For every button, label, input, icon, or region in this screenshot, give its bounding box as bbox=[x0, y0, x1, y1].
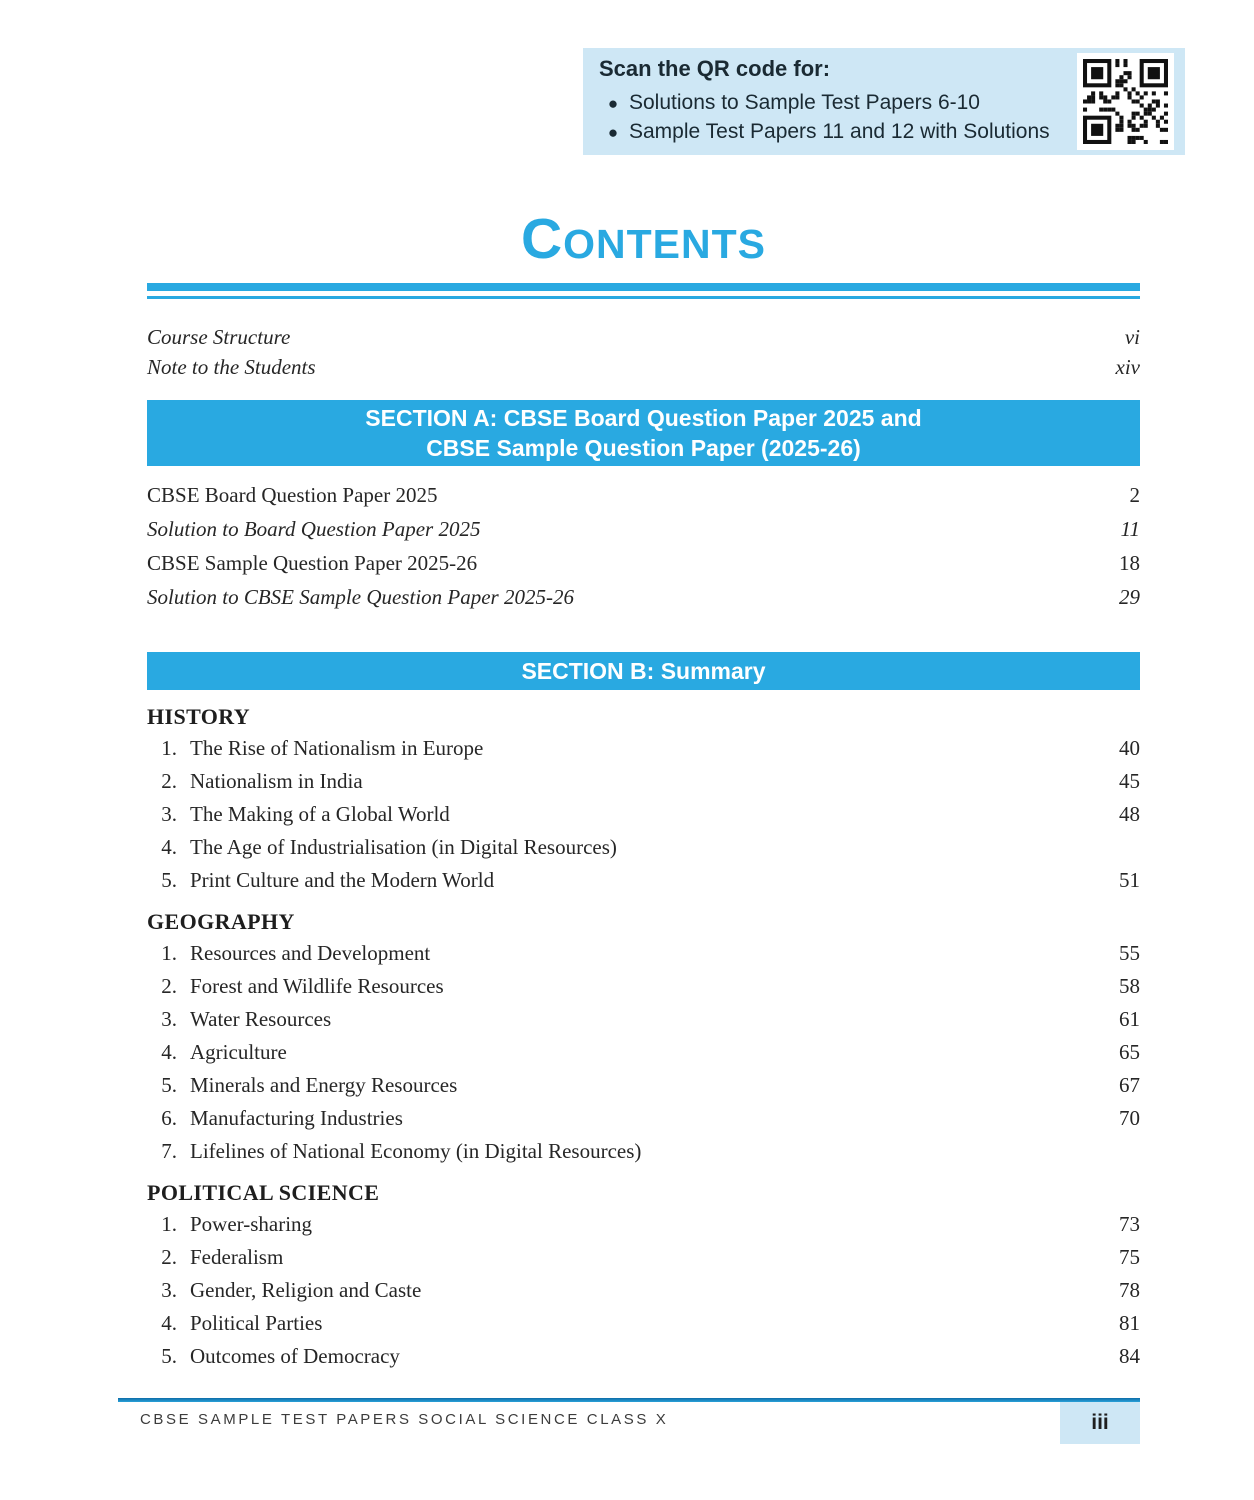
group-title-political-science: POLITICAL SCIENCE bbox=[147, 1180, 380, 1205]
toc-entry-page: 58 bbox=[1119, 974, 1140, 998]
qr-banner-bullet bbox=[599, 89, 1077, 118]
toc-entry-page: 55 bbox=[1119, 941, 1140, 965]
toc-item bbox=[147, 732, 1140, 765]
toc-row-front-matter bbox=[147, 352, 1140, 382]
bullet-icon: ● bbox=[607, 94, 619, 113]
item-number: 1. bbox=[161, 736, 177, 760]
item-number: 1. bbox=[161, 1212, 177, 1236]
toc-entry-page: 67 bbox=[1119, 1073, 1140, 1097]
qr-banner-bullet-label: Sample Test Papers 11 and 12 with Solutions bbox=[629, 120, 1050, 143]
toc-entry-label: Forest and Wildlife Resources bbox=[190, 974, 444, 998]
toc-entry-label: Federalism bbox=[190, 1245, 284, 1269]
section-a-heading-line2: CBSE Sample Question Paper (2025-26) bbox=[426, 435, 861, 461]
toc-entry-page: 29 bbox=[1119, 585, 1140, 609]
page-number-badge: iii bbox=[1060, 1402, 1140, 1444]
title-rule-thin bbox=[147, 296, 1140, 299]
toc-item bbox=[147, 1274, 1140, 1307]
qr-banner-bullet-label: Solutions to Sample Test Papers 6-10 bbox=[629, 91, 980, 114]
qr-banner-text bbox=[583, 56, 1077, 147]
toc-item bbox=[147, 1102, 1140, 1135]
toc-entry-page: 45 bbox=[1119, 769, 1140, 793]
toc-entry-page: 75 bbox=[1119, 1245, 1140, 1269]
item-number: 2. bbox=[161, 769, 177, 793]
toc-entry-label: Power-sharing bbox=[190, 1212, 313, 1236]
item-number: 4. bbox=[161, 1311, 177, 1335]
toc-row bbox=[147, 580, 1140, 614]
toc-entry-label: Course Structure bbox=[147, 325, 291, 349]
footer-running-title: CBSE SAMPLE TEST PAPERS SOCIAL SCIENCE CLASS X bbox=[140, 1411, 669, 1428]
qr-code bbox=[1077, 53, 1174, 150]
toc-entry-label: Political Parties bbox=[190, 1311, 323, 1335]
toc-item bbox=[147, 1307, 1140, 1340]
toc-entry-page: 65 bbox=[1119, 1040, 1140, 1064]
toc-row-front-matter bbox=[147, 322, 1140, 352]
item-number: 3. bbox=[161, 802, 177, 826]
toc-entry-page: 11 bbox=[1120, 517, 1140, 541]
toc-entry-label: Nationalism in India bbox=[190, 769, 363, 793]
toc-entry-page: 48 bbox=[1119, 802, 1140, 826]
toc-entry-label: The Making of a Global World bbox=[190, 802, 450, 826]
toc-entry-label: Lifelines of National Economy (in Digital Resources) bbox=[190, 1139, 642, 1163]
item-number: 3. bbox=[161, 1278, 177, 1302]
bullet-icon: ● bbox=[607, 123, 619, 142]
toc-entry-label: Gender, Religion and Caste bbox=[190, 1278, 422, 1302]
item-number: 7. bbox=[161, 1139, 177, 1163]
toc-item bbox=[147, 937, 1140, 970]
toc-item bbox=[147, 831, 1140, 864]
toc-entry-label: CBSE Board Question Paper 2025 bbox=[147, 483, 438, 507]
toc-entry-page: vi bbox=[1124, 325, 1140, 349]
item-number: 4. bbox=[161, 1040, 177, 1064]
toc-item bbox=[147, 970, 1140, 1003]
table-of-contents bbox=[147, 322, 1140, 1373]
toc-entry-label: The Rise of Nationalism in Europe bbox=[190, 736, 484, 760]
item-number: 2. bbox=[161, 1245, 177, 1269]
toc-item bbox=[147, 1003, 1140, 1036]
toc-entry-page: 70 bbox=[1119, 1106, 1140, 1130]
toc-item bbox=[147, 798, 1140, 831]
toc-entry-label: Minerals and Energy Resources bbox=[190, 1073, 458, 1097]
toc-entry-page: 51 bbox=[1119, 868, 1140, 892]
item-number: 3. bbox=[161, 1007, 177, 1031]
title-rule-thick bbox=[147, 283, 1140, 291]
toc-entry-label: Water Resources bbox=[190, 1007, 332, 1031]
toc-entry-page: 78 bbox=[1119, 1278, 1140, 1302]
toc-item bbox=[147, 864, 1140, 897]
item-number: 5. bbox=[161, 868, 177, 892]
group-title-history: HISTORY bbox=[147, 704, 251, 729]
item-number: 5. bbox=[161, 1344, 177, 1368]
toc-item bbox=[147, 1036, 1140, 1069]
item-number: 5. bbox=[161, 1073, 177, 1097]
toc-entry-label: Resources and Development bbox=[190, 941, 431, 965]
toc-entry-label: Print Culture and the Modern World bbox=[190, 868, 495, 892]
page-title: CONTENTS bbox=[520, 207, 767, 271]
toc-entry-label: CBSE Sample Question Paper 2025-26 bbox=[147, 551, 478, 575]
toc-entry-label: Note to the Students bbox=[147, 355, 316, 379]
item-number: 4. bbox=[161, 835, 177, 859]
toc-entry-page: xiv bbox=[1115, 355, 1140, 379]
toc-entry-page: 18 bbox=[1119, 551, 1140, 575]
section-b-banner: SECTION B: Summary bbox=[147, 652, 1140, 690]
footer-rule bbox=[118, 1398, 1140, 1402]
section-a-entries bbox=[147, 478, 1140, 614]
item-number: 6. bbox=[161, 1106, 177, 1130]
section-a-heading-line1: SECTION A: CBSE Board Question Paper 2025 and bbox=[365, 405, 922, 431]
toc-entry-label: Solution to Board Question Paper 2025 bbox=[147, 517, 481, 541]
toc-item bbox=[147, 1135, 1140, 1168]
toc-row bbox=[147, 546, 1140, 580]
toc-row bbox=[147, 512, 1140, 546]
toc-entry-label: Solution to CBSE Sample Question Paper 2025-26 bbox=[147, 585, 574, 609]
toc-row bbox=[147, 478, 1140, 512]
group-title-geography: GEOGRAPHY bbox=[147, 909, 295, 934]
toc-entry-label: Manufacturing Industries bbox=[190, 1106, 403, 1130]
qr-banner-bullet bbox=[599, 118, 1077, 147]
qr-banner bbox=[583, 48, 1185, 155]
toc-entry-page: 84 bbox=[1119, 1344, 1140, 1368]
toc-entry-label: Agriculture bbox=[190, 1040, 287, 1064]
item-number: 2. bbox=[161, 974, 177, 998]
qr-code-svg bbox=[1083, 59, 1168, 144]
toc-item bbox=[147, 1241, 1140, 1274]
toc-entry-page: 2 bbox=[1129, 483, 1140, 507]
qr-banner-bullet-list bbox=[599, 89, 1077, 147]
toc-item bbox=[147, 765, 1140, 798]
toc-entry-label: Outcomes of Democracy bbox=[190, 1344, 400, 1368]
toc-item bbox=[147, 1340, 1140, 1373]
toc-entry-page: 81 bbox=[1119, 1311, 1140, 1335]
item-number: 1. bbox=[161, 941, 177, 965]
toc-entry-page: 40 bbox=[1119, 736, 1140, 760]
qr-banner-title: Scan the QR code for: bbox=[599, 56, 831, 81]
toc-entry-page: 61 bbox=[1119, 1007, 1140, 1031]
toc-entry-label: The Age of Industrialisation (in Digital Resources) bbox=[190, 835, 617, 859]
toc-item bbox=[147, 1069, 1140, 1102]
toc-item bbox=[147, 1208, 1140, 1241]
section-a-banner bbox=[147, 400, 1140, 466]
toc-entry-page: 73 bbox=[1119, 1212, 1140, 1236]
